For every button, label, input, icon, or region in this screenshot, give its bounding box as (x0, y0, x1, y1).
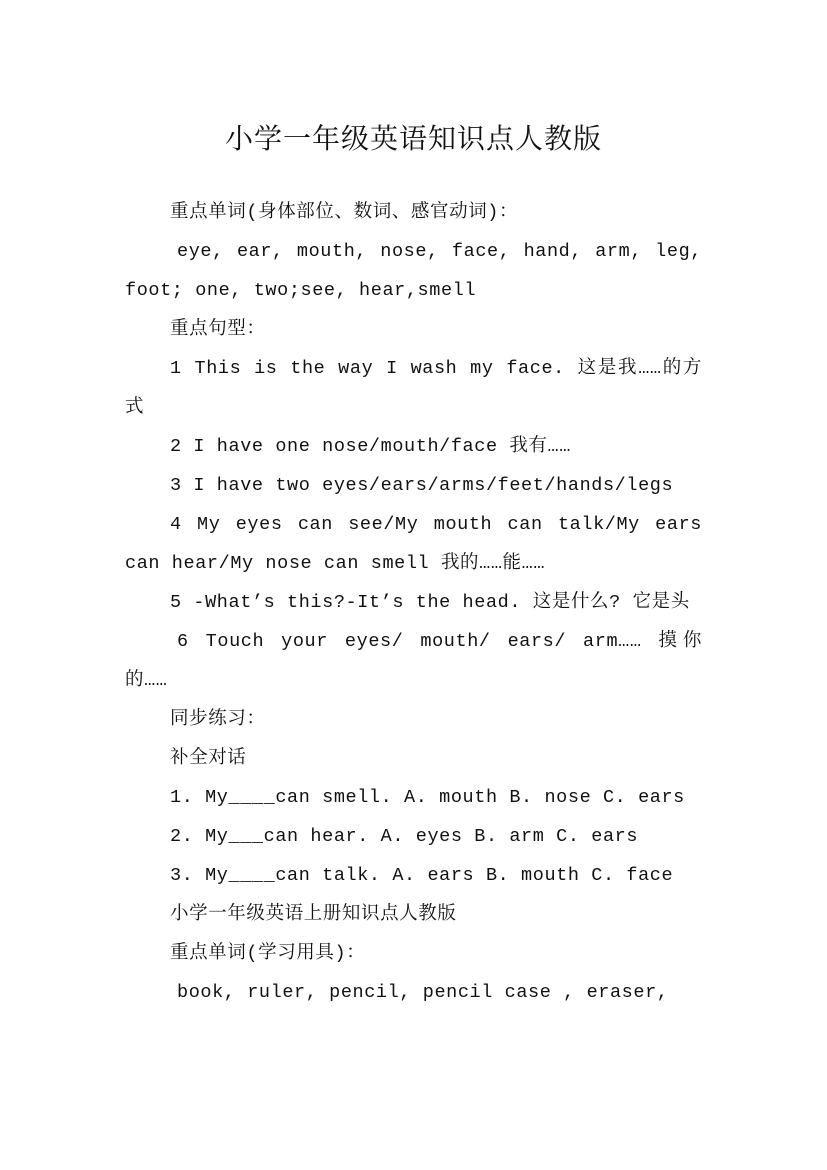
paragraph-sentence-6: 6 Touch your eyes/ mouth/ ears/ arm…… 摸你的…… (125, 631, 702, 691)
paragraph-key-sentences-heading: 重点句型： (170, 319, 266, 340)
paragraph-key-words-heading: 重点单词(身体部位、数词、感官动词)： (170, 202, 519, 223)
paragraph-section-heading: 小学一年级英语上册知识点人教版 (170, 904, 457, 925)
paragraph-dialogue-heading: 补全对话 (170, 748, 247, 769)
paragraph-school-supplies-words: book, ruler, pencil, pencil case , eraser, (177, 982, 669, 1003)
paragraph-sentence-3: 3 I have two eyes/ears/arms/feet/hands/legs (170, 475, 674, 496)
paragraph-sentence-4: 4 My eyes can see/My mouth can talk/My ears can hear/My nose can smell 我的……能…… (125, 514, 702, 574)
paragraph-sentence-5: 5 -What’s this?-It’s the head. 这是什么? 它是头 (170, 592, 690, 613)
document-title: 小学一年级英语知识点人教版 (224, 121, 602, 155)
paragraph-sentence-2: 2 I have one nose/mouth/face 我有…… (170, 436, 571, 457)
document-body (125, 193, 702, 1012)
paragraph-exercise-2: 2. My___can hear. A. eyes B. arm C. ears (170, 826, 639, 847)
paragraph-exercise-1: 1. My____can smell. A. mouth B. nose C. ears (170, 787, 685, 808)
paragraph-body-words: eye, ear, mouth, nose, face, hand, arm, leg, foot; one, two;see, hear,smell (125, 241, 702, 301)
paragraph-school-supplies-heading: 重点单词(学习用具)： (170, 943, 366, 964)
paragraph-sentence-1: 1 This is the way I wash my face. 这是我……的方式 (125, 358, 702, 418)
paragraph-practice-heading: 同步练习： (170, 709, 266, 730)
paragraph-exercise-3: 3. My____can talk. A. ears B. mouth C. face (170, 865, 674, 886)
